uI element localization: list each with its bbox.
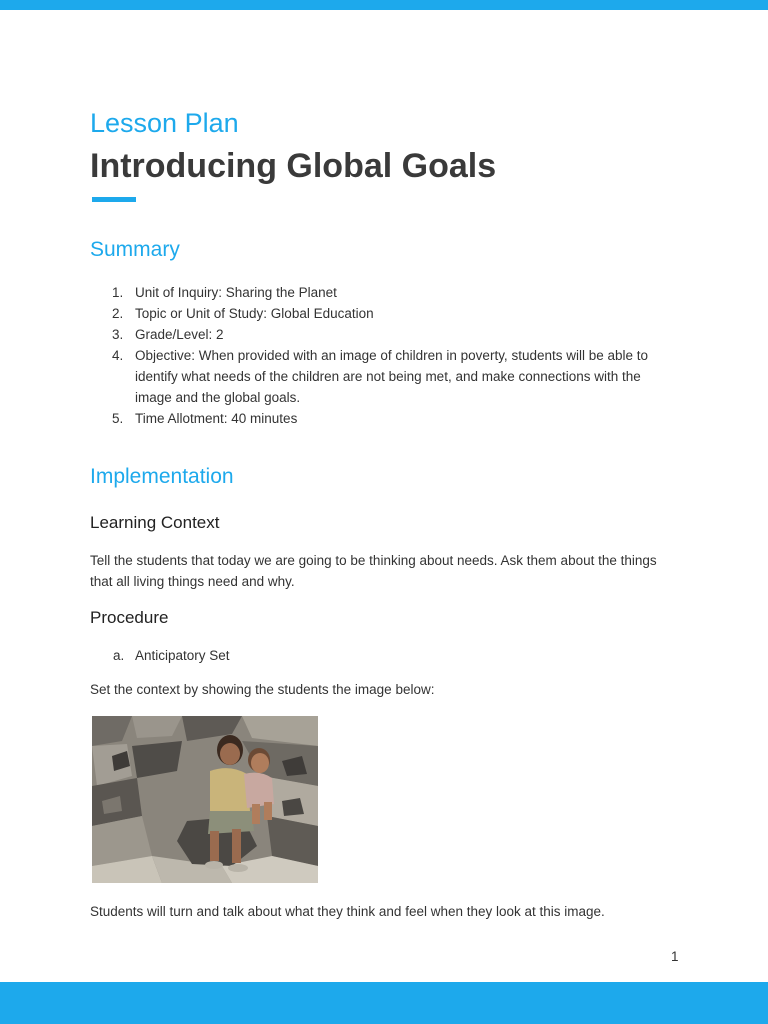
list-item-text: Grade/Level: 2 xyxy=(135,327,224,342)
list-item xyxy=(90,324,680,345)
list-item-text: Unit of Inquiry: Sharing the Planet xyxy=(135,285,337,300)
implementation-heading: Implementation xyxy=(90,465,234,488)
after-image-paragraph: Students will turn and talk about what they think and feel when they look at this image. xyxy=(90,904,605,919)
procedure-heading: Procedure xyxy=(90,608,169,627)
list-item xyxy=(90,282,680,303)
summary-list xyxy=(90,282,680,429)
list-item-number: 4. xyxy=(112,348,124,363)
list-item-text: Time Allotment: 40 minutes xyxy=(135,411,298,426)
document-title: Introducing Global Goals xyxy=(90,147,497,185)
procedure-intro-paragraph: Set the context by showing the students the image below: xyxy=(90,682,435,697)
title-underline xyxy=(92,197,136,202)
list-item-number: 2. xyxy=(112,306,124,321)
list-item xyxy=(90,345,680,408)
list-item-number: 3. xyxy=(112,327,124,342)
list-item xyxy=(90,408,680,429)
list-item-number: 1. xyxy=(112,285,124,300)
children-photo xyxy=(92,716,318,883)
page-number: 1 xyxy=(671,949,679,964)
summary-heading: Summary xyxy=(90,238,180,261)
list-item xyxy=(90,303,680,324)
document-subtitle: Lesson Plan xyxy=(90,108,239,138)
list-item-text: Topic or Unit of Study: Global Education xyxy=(135,306,374,321)
learning-context-paragraph: Tell the students that today we are going to be thinking about needs. Ask them about the things that all living things need and why. xyxy=(90,553,657,589)
procedure-item-letter: a. xyxy=(113,648,125,663)
list-item-text: Objective: When provided with an image of children in poverty, students will be able to identify what needs of the children are not being met, and make connections with the image and the global goals. xyxy=(135,348,649,405)
procedure-item-text: Anticipatory Set xyxy=(135,648,230,663)
learning-context-heading: Learning Context xyxy=(90,513,220,532)
list-item-number: 5. xyxy=(112,411,124,426)
bottom-accent-bar xyxy=(0,982,768,1024)
top-accent-bar xyxy=(0,0,768,10)
